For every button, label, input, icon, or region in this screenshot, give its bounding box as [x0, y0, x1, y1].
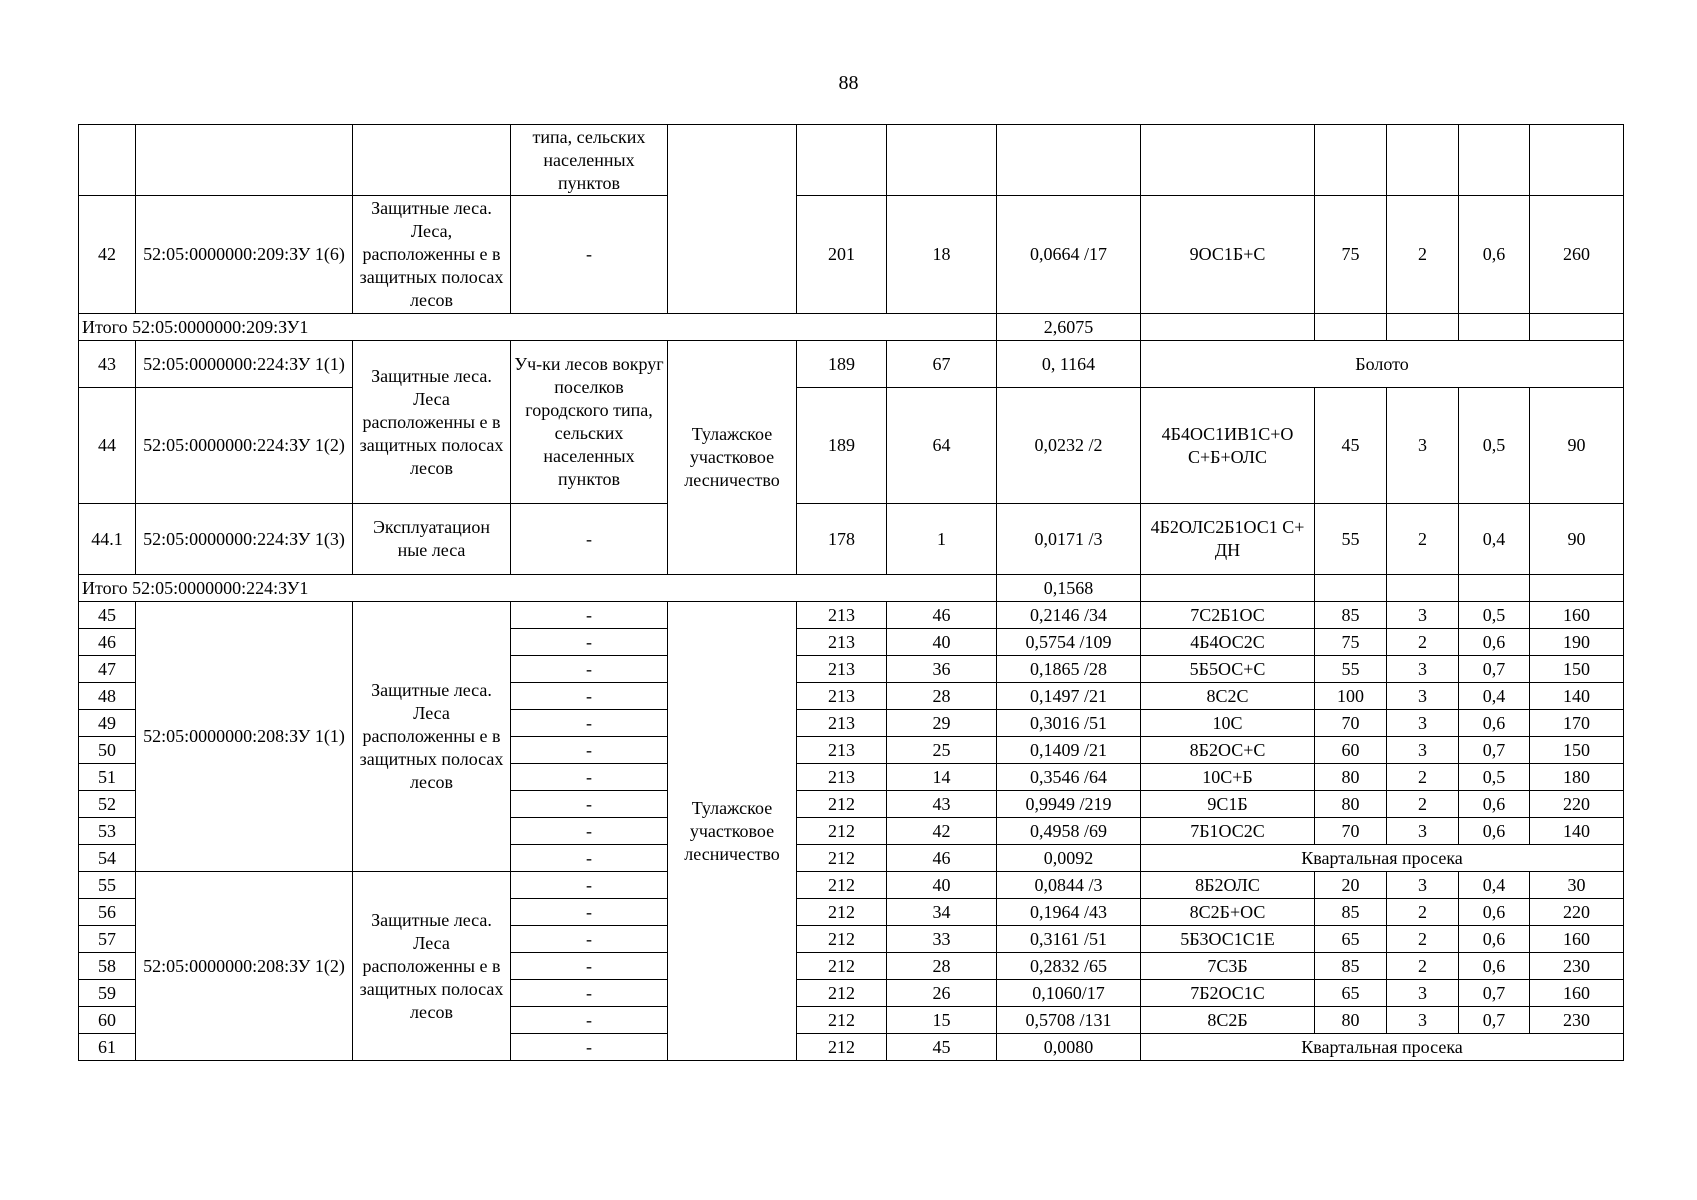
cell-composition: 5Б3ОС1С1Е	[1141, 926, 1315, 953]
cell-stock: 220	[1530, 791, 1624, 818]
cell-forest-category: Защитные леса. Леса, расположенны е в защитных полосах лесов	[353, 196, 511, 314]
cell-bonitet: 3	[1387, 1007, 1459, 1034]
cell-number: 59	[79, 980, 136, 1007]
cell-purpose: -	[511, 818, 668, 845]
cell-number: 58	[79, 953, 136, 980]
cell-number: 57	[79, 926, 136, 953]
cell-purpose: типа, сельских населенных пунктов	[511, 125, 668, 196]
cell-age: 65	[1315, 926, 1387, 953]
cell-density: 0,6	[1459, 899, 1530, 926]
cell-density: 0,6	[1459, 629, 1530, 656]
cell-number: 50	[79, 737, 136, 764]
cell-number: 55	[79, 872, 136, 899]
cell-quarter: 213	[797, 764, 887, 791]
cell-bonitet: 2	[1387, 953, 1459, 980]
cell-area: 0,4958 /69	[997, 818, 1141, 845]
cell-purpose: -	[511, 504, 668, 575]
cell-quarter: 213	[797, 737, 887, 764]
cell-composition: 9ОС1Б+С	[1141, 196, 1315, 314]
cell-purpose: Уч-ки лесов вокруг поселков городского типа, сельских населенных пунктов	[511, 341, 668, 504]
cell-quarter: 212	[797, 791, 887, 818]
cell-number: 42	[79, 196, 136, 314]
cell-age: 75	[1315, 629, 1387, 656]
cell-area: 0,1865 /28	[997, 656, 1141, 683]
cell-composition: 8С2Б+ОС	[1141, 899, 1315, 926]
cell-quarter: 201	[797, 196, 887, 314]
cell-bonitet: 2	[1387, 629, 1459, 656]
cell-stock: 90	[1530, 388, 1624, 504]
cell-bonitet: 2	[1387, 899, 1459, 926]
cell-area: 0,0844 /3	[997, 872, 1141, 899]
total-label: Итого 52:05:0000000:209:ЗУ1	[79, 314, 997, 341]
cell-area: 0, 1164	[997, 341, 1141, 388]
cell-age: 80	[1315, 1007, 1387, 1034]
cell-density: 0,5	[1459, 602, 1530, 629]
cell-section: 14	[887, 764, 997, 791]
cell-stock: 150	[1530, 656, 1624, 683]
cell-bonitet: 2	[1387, 764, 1459, 791]
cell-bonitet: 2	[1387, 791, 1459, 818]
cell-density: 0,6	[1459, 196, 1530, 314]
cell-area: 0,3546 /64	[997, 764, 1141, 791]
cell-composition: 10С	[1141, 710, 1315, 737]
cell-age: 80	[1315, 791, 1387, 818]
cell-number: 48	[79, 683, 136, 710]
cell-section: 15	[887, 1007, 997, 1034]
composition-line: 4Б2ОЛС2Б1ОС1 С+	[1150, 517, 1305, 537]
cell-density: 0,6	[1459, 791, 1530, 818]
cell-area: 0,0232 /2	[997, 388, 1141, 504]
cell-quarter: 212	[797, 818, 887, 845]
cell-area: 0,0171 /3	[997, 504, 1141, 575]
cell-cadastral: 52:05:0000000:224:ЗУ 1(3)	[136, 504, 353, 575]
cell-section: 34	[887, 899, 997, 926]
cell-age: 85	[1315, 899, 1387, 926]
cell-density: 0,6	[1459, 710, 1530, 737]
table-row	[79, 602, 1624, 629]
cell-stock: 160	[1530, 980, 1624, 1007]
cell-purpose: -	[511, 629, 668, 656]
cell-number: 43	[79, 341, 136, 388]
cell-stock: 190	[1530, 629, 1624, 656]
cell-number: 44	[79, 388, 136, 504]
total-label: Итого 52:05:0000000:224:ЗУ1	[79, 575, 997, 602]
cell-composition: 8С2С	[1141, 683, 1315, 710]
cell-stock: 260	[1530, 196, 1624, 314]
cell-purpose: -	[511, 872, 668, 899]
cell-number: 56	[79, 899, 136, 926]
cell-cadastral: 52:05:0000000:209:ЗУ 1(6)	[136, 196, 353, 314]
cell-land-type: Болото	[1141, 341, 1624, 388]
cell-composition: 7С2Б1ОС	[1141, 602, 1315, 629]
cell-number: 49	[79, 710, 136, 737]
total-row	[79, 314, 1624, 341]
table-row	[79, 196, 1624, 314]
cell-composition: 7Б1ОС2С	[1141, 818, 1315, 845]
cell-density: 0,4	[1459, 683, 1530, 710]
total-area: 2,6075	[997, 314, 1141, 341]
cell-age: 60	[1315, 737, 1387, 764]
cell-purpose: -	[511, 737, 668, 764]
cell-age: 70	[1315, 818, 1387, 845]
cell-stock: 220	[1530, 899, 1624, 926]
cell-section: 45	[887, 1034, 997, 1061]
table-row	[79, 504, 1624, 575]
cell-quarter: 212	[797, 872, 887, 899]
cell-stock: 30	[1530, 872, 1624, 899]
cell-section: 18	[887, 196, 997, 314]
cell-area: 0,2146 /34	[997, 602, 1141, 629]
cell-section: 46	[887, 845, 997, 872]
cell-composition: 10С+Б	[1141, 764, 1315, 791]
cell-quarter: 213	[797, 710, 887, 737]
cell-number: 60	[79, 1007, 136, 1034]
cell-section: 29	[887, 710, 997, 737]
total-row	[79, 575, 1624, 602]
cell-forest-category: Защитные леса. Леса расположенны е в защитных полосах лесов	[353, 341, 511, 504]
cell-density: 0,5	[1459, 388, 1530, 504]
cell-quarter: 213	[797, 683, 887, 710]
cell-section: 46	[887, 602, 997, 629]
cell-age: 85	[1315, 602, 1387, 629]
cell-section: 28	[887, 953, 997, 980]
cell-number: 51	[79, 764, 136, 791]
cell-number: 47	[79, 656, 136, 683]
cell-purpose: -	[511, 899, 668, 926]
table-row	[79, 341, 1624, 388]
cell-composition: 4Б4ОС1ИВ1С+О С+Б+ОЛС	[1141, 388, 1315, 504]
cell-forestry: Тулажское участковое лесничество	[668, 602, 797, 1061]
cell-composition: 5Б5ОС+С	[1141, 656, 1315, 683]
cell-section: 1	[887, 504, 997, 575]
cell-purpose: -	[511, 953, 668, 980]
cell-age: 85	[1315, 953, 1387, 980]
cell-purpose: -	[511, 1034, 668, 1061]
cell-quarter: 213	[797, 629, 887, 656]
cell-stock: 150	[1530, 737, 1624, 764]
cell-area: 0,0664 /17	[997, 196, 1141, 314]
cell-stock: 160	[1530, 602, 1624, 629]
table-row	[79, 388, 1624, 504]
cell-composition: 9С1Б	[1141, 791, 1315, 818]
cell-area: 0,3161 /51	[997, 926, 1141, 953]
cell-bonitet: 2	[1387, 926, 1459, 953]
cell-bonitet: 2	[1387, 504, 1459, 575]
forest-plot-table	[78, 124, 1624, 1061]
cell-land-type: Квартальная просека	[1141, 1034, 1624, 1061]
total-area: 0,1568	[997, 575, 1141, 602]
cell-bonitet: 3	[1387, 656, 1459, 683]
table-row	[79, 872, 1624, 899]
page-number: 88	[838, 72, 859, 94]
cell-composition: 4Б4ОС2С	[1141, 629, 1315, 656]
cell-area: 0,2832 /65	[997, 953, 1141, 980]
cell-section: 25	[887, 737, 997, 764]
cell-purpose: -	[511, 926, 668, 953]
cell-composition: 7С3Б	[1141, 953, 1315, 980]
cell-area: 0,1060/17	[997, 980, 1141, 1007]
cell-density: 0,7	[1459, 980, 1530, 1007]
cell-density: 0,5	[1459, 764, 1530, 791]
cell-number: 44.1	[79, 504, 136, 575]
cell-area: 0,1964 /43	[997, 899, 1141, 926]
cell-purpose: -	[511, 845, 668, 872]
cell-section: 43	[887, 791, 997, 818]
cell-forestry: Тулажское участковое лесничество	[668, 341, 797, 575]
cell-forest-category: Защитные леса. Леса расположенны е в защитных полосах лесов	[353, 602, 511, 872]
cell-age: 75	[1315, 196, 1387, 314]
cell-section: 67	[887, 341, 997, 388]
cell-area: 0,3016 /51	[997, 710, 1141, 737]
cell-section: 64	[887, 388, 997, 504]
cell-stock: 140	[1530, 818, 1624, 845]
cell-purpose: -	[511, 602, 668, 629]
cell-bonitet: 3	[1387, 602, 1459, 629]
cell-bonitet: 3	[1387, 980, 1459, 1007]
cell-forest-category: Защитные леса. Леса расположенны е в защитных полосах лесов	[353, 872, 511, 1061]
cell-section: 28	[887, 683, 997, 710]
cell-age: 80	[1315, 764, 1387, 791]
cell-number: 46	[79, 629, 136, 656]
cell-density: 0,7	[1459, 656, 1530, 683]
cell-area: 0,5754 /109	[997, 629, 1141, 656]
cell-age: 65	[1315, 980, 1387, 1007]
cell-bonitet: 3	[1387, 872, 1459, 899]
cell-purpose: -	[511, 791, 668, 818]
cell-area: 0,0080	[997, 1034, 1141, 1061]
cell-area: 0,1497 /21	[997, 683, 1141, 710]
cell-cadastral: 52:05:0000000:224:ЗУ 1(2)	[136, 388, 353, 504]
cell-quarter: 212	[797, 953, 887, 980]
cell-composition: 8С2Б	[1141, 1007, 1315, 1034]
cell-stock: 180	[1530, 764, 1624, 791]
cell-section: 40	[887, 629, 997, 656]
cell-section: 26	[887, 980, 997, 1007]
cell-composition	[1141, 504, 1315, 575]
cell-land-type: Квартальная просека	[1141, 845, 1624, 872]
cell-quarter: 212	[797, 980, 887, 1007]
cell-stock: 230	[1530, 953, 1624, 980]
cell-stock: 140	[1530, 683, 1624, 710]
cell-quarter: 213	[797, 602, 887, 629]
cell-purpose: -	[511, 980, 668, 1007]
cell-density: 0,6	[1459, 953, 1530, 980]
cell-bonitet: 3	[1387, 683, 1459, 710]
cell-density: 0,7	[1459, 1007, 1530, 1034]
cell-stock: 230	[1530, 1007, 1624, 1034]
cell-purpose: -	[511, 764, 668, 791]
cell-area: 0,5708 /131	[997, 1007, 1141, 1034]
cell-bonitet: 3	[1387, 388, 1459, 504]
cell-area: 0,1409 /21	[997, 737, 1141, 764]
cell-number: 53	[79, 818, 136, 845]
cell-number: 45	[79, 602, 136, 629]
cell-bonitet: 3	[1387, 710, 1459, 737]
cell-density: 0,4	[1459, 872, 1530, 899]
cell-cadastral: 52:05:0000000:208:ЗУ 1(2)	[136, 872, 353, 1061]
cell-quarter: 189	[797, 341, 887, 388]
cell-forest-category: Эксплуатацион ные леса	[353, 504, 511, 575]
cell-age: 20	[1315, 872, 1387, 899]
cell-quarter: 212	[797, 845, 887, 872]
cell-quarter: 212	[797, 899, 887, 926]
cell-quarter: 212	[797, 1034, 887, 1061]
cell-cadastral: 52:05:0000000:224:ЗУ 1(1)	[136, 341, 353, 388]
cell-bonitet: 3	[1387, 737, 1459, 764]
cell-stock: 170	[1530, 710, 1624, 737]
cell-purpose: -	[511, 683, 668, 710]
cell-age: 100	[1315, 683, 1387, 710]
cell-quarter: 213	[797, 656, 887, 683]
cell-quarter: 189	[797, 388, 887, 504]
cell-purpose: -	[511, 196, 668, 314]
cell-stock: 160	[1530, 926, 1624, 953]
cell-age: 45	[1315, 388, 1387, 504]
cell-bonitet: 3	[1387, 818, 1459, 845]
cell-composition: 8Б2ОС+С	[1141, 737, 1315, 764]
cell-purpose: -	[511, 1007, 668, 1034]
cell-density: 0,6	[1459, 926, 1530, 953]
cell-composition: 7Б2ОС1С	[1141, 980, 1315, 1007]
cell-density: 0,6	[1459, 818, 1530, 845]
cell-section: 42	[887, 818, 997, 845]
cell-age: 55	[1315, 656, 1387, 683]
cell-section: 33	[887, 926, 997, 953]
cell-number: 61	[79, 1034, 136, 1061]
table-row	[79, 125, 1624, 196]
cell-area: 0,0092	[997, 845, 1141, 872]
cell-composition: 8Б2ОЛС	[1141, 872, 1315, 899]
cell-purpose: -	[511, 656, 668, 683]
cell-area: 0,9949 /219	[997, 791, 1141, 818]
cell-bonitet: 2	[1387, 196, 1459, 314]
cell-age: 55	[1315, 504, 1387, 575]
composition-line: ДН	[1214, 540, 1241, 560]
cell-cadastral: 52:05:0000000:208:ЗУ 1(1)	[136, 602, 353, 872]
cell-section: 36	[887, 656, 997, 683]
cell-quarter: 212	[797, 926, 887, 953]
cell-number: 54	[79, 845, 136, 872]
cell-purpose: -	[511, 710, 668, 737]
cell-density: 0,7	[1459, 737, 1530, 764]
cell-age: 70	[1315, 710, 1387, 737]
cell-section: 40	[887, 872, 997, 899]
cell-quarter: 178	[797, 504, 887, 575]
cell-stock: 90	[1530, 504, 1624, 575]
cell-density: 0,4	[1459, 504, 1530, 575]
cell-quarter: 212	[797, 1007, 887, 1034]
cell-number: 52	[79, 791, 136, 818]
